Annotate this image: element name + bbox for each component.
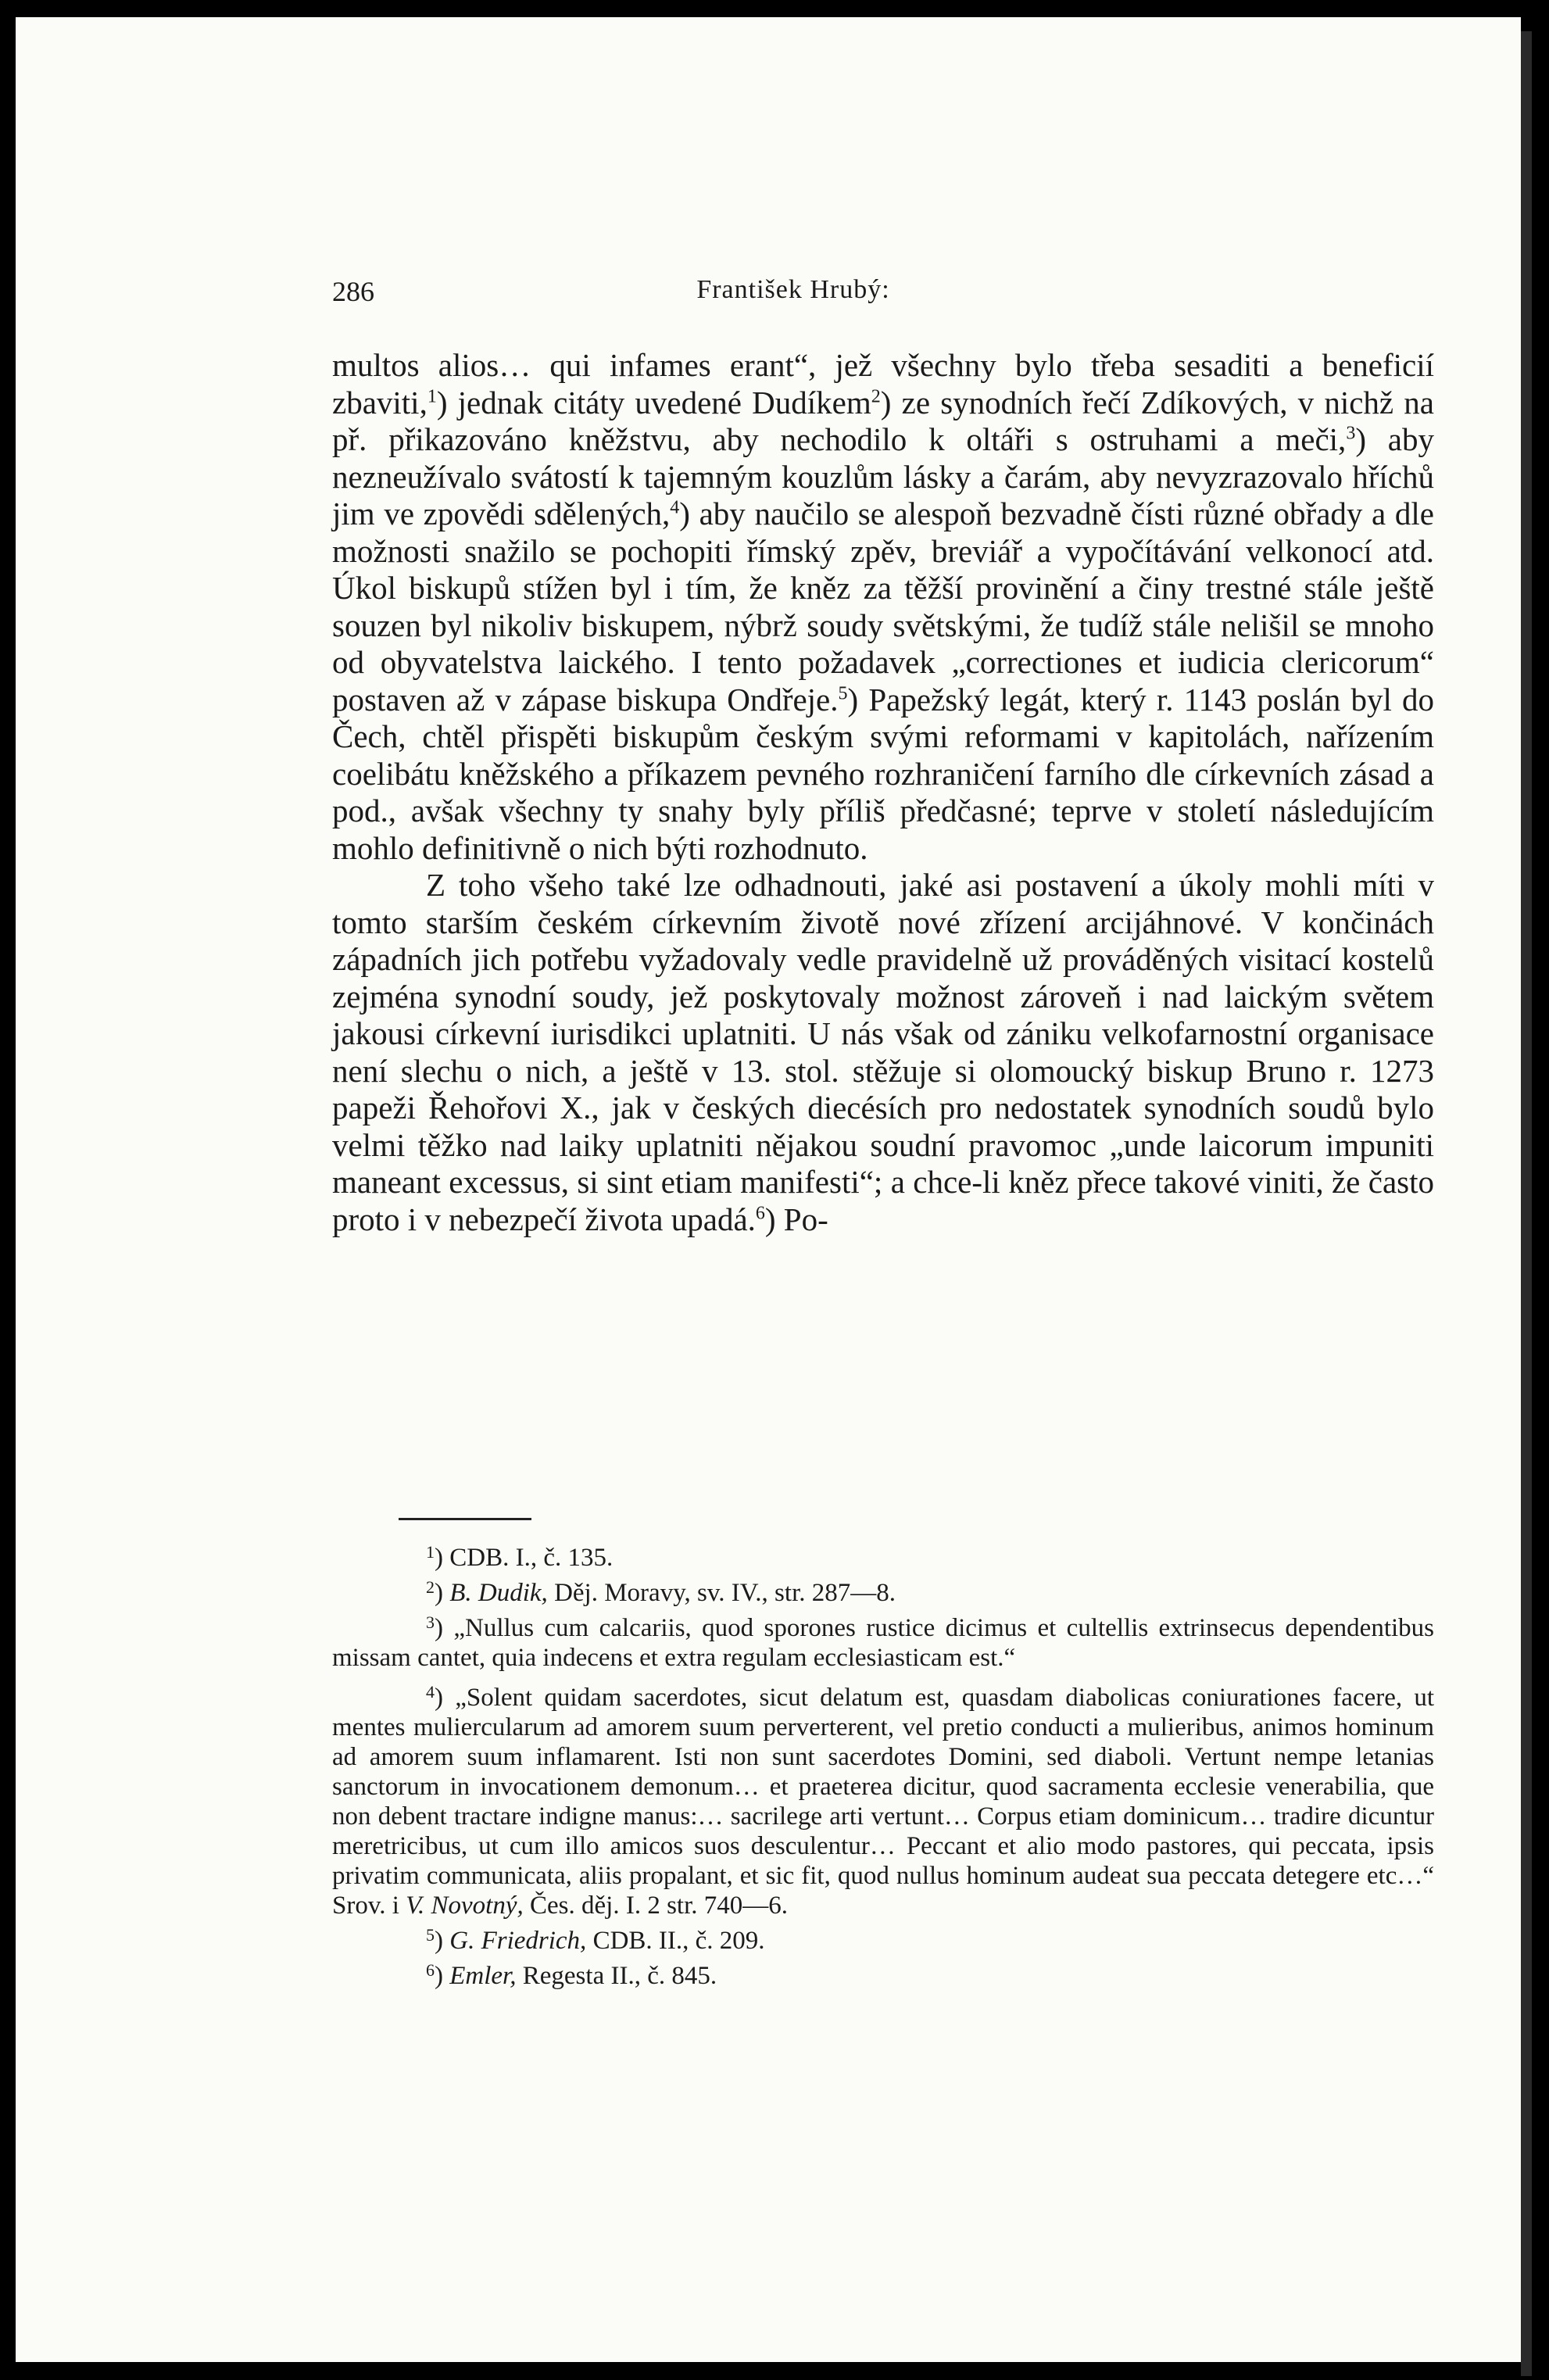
footnote-reference: 3 <box>1346 423 1356 444</box>
footnote <box>332 1537 1434 1573</box>
author-name: Emler, <box>449 1962 517 1990</box>
footnote-number: 1 <box>426 1542 435 1562</box>
author-name: G. Friedrich, <box>449 1927 587 1955</box>
text-run: Čes. děj. I. 2 str. 740—6. <box>523 1891 788 1920</box>
footnote-number: 6 <box>426 1960 435 1980</box>
footnote-number: 5 <box>426 1925 435 1945</box>
text-run: ) „Nullus cum calcariis, quod sporones rustice dicimus et cultellis extrinsecus dependentibus missam cantet, quia indecens et extra regulam ecclesiasticam est.“ <box>332 1614 1434 1672</box>
footnote-reference: 4 <box>670 497 680 518</box>
footnote <box>332 1956 1434 1991</box>
text-run: ) CDB. I., č. 135. <box>435 1544 614 1572</box>
footnote-reference: 1 <box>427 385 437 406</box>
text-run: Regesta II., č. 845. <box>516 1962 717 1990</box>
paragraph <box>332 867 1434 1238</box>
page-number: 286 <box>332 276 374 307</box>
footnote-reference: 6 <box>755 1202 765 1223</box>
text-run: ) ze synodních řečí Zdíkových, v nichž na př. přikazováno kněžstvu, aby nechodilo k oltáři s ostruhami a meči, <box>332 384 1434 457</box>
text-run: ) aby naučilo se alespoň bezvadně čísti různé obřady a dle možnosti snažilo se pochopiti římský zpěv, breviář a vypočítávání velkonocí atd. Úkol biskupů stížen byl i tím, že kněz za těžší provinění a činy trestné stále ještě souzen byl nikoliv biskupem, nýbrž soudy světskými, že tudíž stále nelišil se mnoho od obyvatelstva laického. I tento požadavek „correctiones et iudicia clericorum“ postaven až v zápase biskupa Ondřeje. <box>332 496 1434 718</box>
text-run: CDB. II., č. 209. <box>586 1927 765 1955</box>
book-page <box>16 17 1521 2362</box>
text-run: Děj. Moravy, sv. IV., str. 287—8. <box>547 1579 896 1607</box>
paragraph <box>332 347 1434 867</box>
footnote-number: 3 <box>426 1612 435 1632</box>
footnote <box>332 1573 1434 1608</box>
text-run: ) „Solent quidam sacerdotes, sicut delatum est, quasdam diabolicas coniurationes facere, ut mentes muliercularum ad amorem suum perverterent, vel pretio conducti a mulieribus, animos hominum ad amorem suum inflamarent. Isti non sunt sacerdotes Domini, sed diaboli. Vertunt nempe letanias sanctorum in invocationem demonum… et praeterea dicitur, quod sacramenta ecclesie venerabilia, que non debent tractare indigne manus:… sacrilege arti vertunt… Corpus etiam dominicum… tradire dicuntur meretricibus, ut cum illo amicos suos desculentur… Peccant et alio modo pastores, qui peccata, ipsis privatim communicata, aliis propalant, et sic fit, quod nullus hominum audeat sua peccata detegere etc…“ Srov. i <box>332 1684 1434 1920</box>
text-run: ) <box>435 1927 450 1955</box>
scan-edge <box>1521 31 1532 2376</box>
author-name: B. Dudik, <box>449 1579 548 1607</box>
footnote <box>332 1920 1434 1956</box>
text-run: ) Papežský legát, který r. 1143 poslán byl do Čech, chtěl přispěti biskupům českým svými reformami v kapitolách, nařízením coelibátu kněžského a příkazem pevného rozhraničení farního dle církevních zásad a pod., avšak všechny ty snahy byly příliš předčasné; teprve v století následujícím mohlo definitivně o nich býti rozhodnuto. <box>332 681 1434 866</box>
text-run: ) Po- <box>764 1201 828 1237</box>
text-run: Z toho všeho také lze odhadnouti, jaké asi postavení a úkoly mohli míti v tomto starším českém církevním životě nové zřízení arcijáhnové. V končinách západních jich potřebu vyžadovaly vedle pravidelně už prováděných visitací kostelů zejména synodní soudy, jež poskytovaly možnost zároveň i nad laickým světem jakousi církevní iurisdikci uplatniti. U nás však od zániku velkofarnostní organisace není slechu o nich, a ještě v 13. stol. stěžuje si olomoucký biskup Bruno r. 1273 papeži Řehořovi X., jak v českých diecésích pro nedostatek synodních soudů bylo velmi těžko nad laiky uplatniti nějakou soudní pravomoc „unde laicorum impuniti maneant excessus, si sint etiam manifesti“; a chce-li kněz přece takové viniti, že často proto i v nebezpečí života upadá. <box>332 867 1434 1237</box>
text-run: multos alios… qui infames erant“, jež všechny bylo třeba sesaditi a beneficií zbaviti, <box>332 347 1434 421</box>
footnote-number: 4 <box>426 1682 435 1702</box>
footnote-rule <box>399 1518 531 1520</box>
footnote-number: 2 <box>426 1577 435 1597</box>
footnote <box>332 1608 1434 1673</box>
footnote-reference: 5 <box>838 682 848 703</box>
page-header <box>332 275 1254 314</box>
footnote-reference: 2 <box>871 385 881 406</box>
text-run: ) aby nezneužívalo svátostí k tajemným kouzlům lásky a čarám, aby nevyzrazovalo hříchů jim ve zpovědi sdělených, <box>332 421 1434 531</box>
text-run: ) <box>435 1962 450 1990</box>
footnotes <box>332 1537 1434 1991</box>
body-text <box>332 347 1434 1238</box>
footnote <box>332 1677 1434 1920</box>
text-run: ) jednak citáty uvedené Dudíkem <box>436 384 871 421</box>
author-name: V. Novotný, <box>406 1891 524 1920</box>
text-run: ) <box>435 1579 450 1607</box>
running-head: František Hrubý: <box>696 275 890 304</box>
